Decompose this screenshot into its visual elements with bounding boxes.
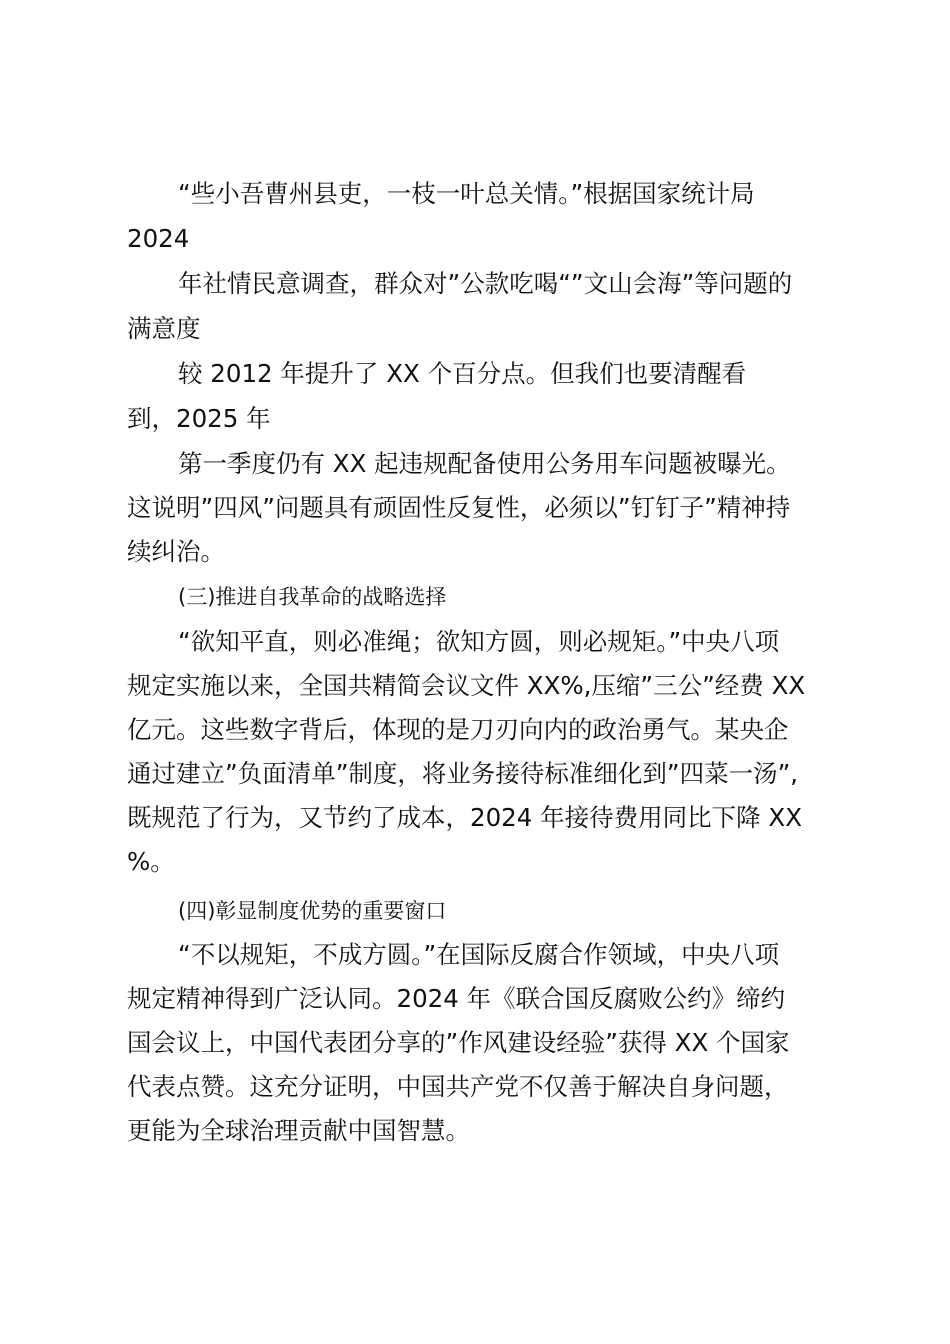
section-heading: (四)彰显制度优势的重要窗口 — [178, 899, 447, 923]
paragraph-line: 既规范了行为，又节约了成本，2024 年接待费用同比下降 XX — [127, 803, 802, 832]
paragraph-line: 较 2012 年提升了 XX 个百分点。但我们也要清醒看 — [178, 359, 747, 388]
paragraph-line: 2024 — [127, 224, 190, 253]
paragraph-line: 规定实施以来，全国共精简会议文件 XX%,压缩”三公”经费 XX — [127, 671, 806, 700]
paragraph-line: 更能为全球治理贡献中国智慧。 — [127, 1116, 470, 1145]
section-heading: (三)推进自我革命的战略选择 — [178, 585, 447, 609]
paragraph-line: %。 — [127, 847, 175, 876]
paragraph-line: 年社情民意调查，群众对”公款吃喝“”文山会海”等问题的 — [178, 269, 793, 298]
paragraph-line: 规定精神得到广泛认同。2024 年《联合国反腐败公约》缔约 — [127, 984, 786, 1013]
paragraph-line: 这说明”四风”问题具有顽固性反复性，必须以”钉钉子”精神持 — [127, 493, 791, 522]
paragraph-line: 到，2025 年 — [127, 404, 271, 433]
paragraph-line: “些小吾曹州县吏，一枝一叶总关情。”根据国家统计局 — [178, 179, 755, 208]
paragraph-line: 通过建立”负面清单”制度，将业务接待标准细化到”四菜一汤”, — [127, 759, 799, 788]
paragraph-line: 国会议上，中国代表团分享的”作风建设经验”获得 XX 个国家 — [127, 1028, 790, 1057]
paragraph-line: 续纠治。 — [127, 537, 225, 566]
paragraph-line: 第一季度仍有 XX 起违规配备使用公务用车问题被曝光。 — [178, 449, 791, 478]
paragraph-line: “不以规矩，不成方圆。”在国际反腐合作领域，中央八项 — [178, 940, 780, 969]
paragraph-line: “欲知平直，则必准绳；欲知方圆，则必规矩。”中央八项 — [178, 627, 780, 656]
paragraph-line: 亿元。这些数字背后，体现的是刀刃向内的政治勇气。某央企 — [127, 715, 789, 744]
paragraph-line: 满意度 — [127, 314, 201, 343]
paragraph-line: 代表点赞。这充分证明，中国共产党不仅善于解决自身问题， — [127, 1072, 789, 1101]
